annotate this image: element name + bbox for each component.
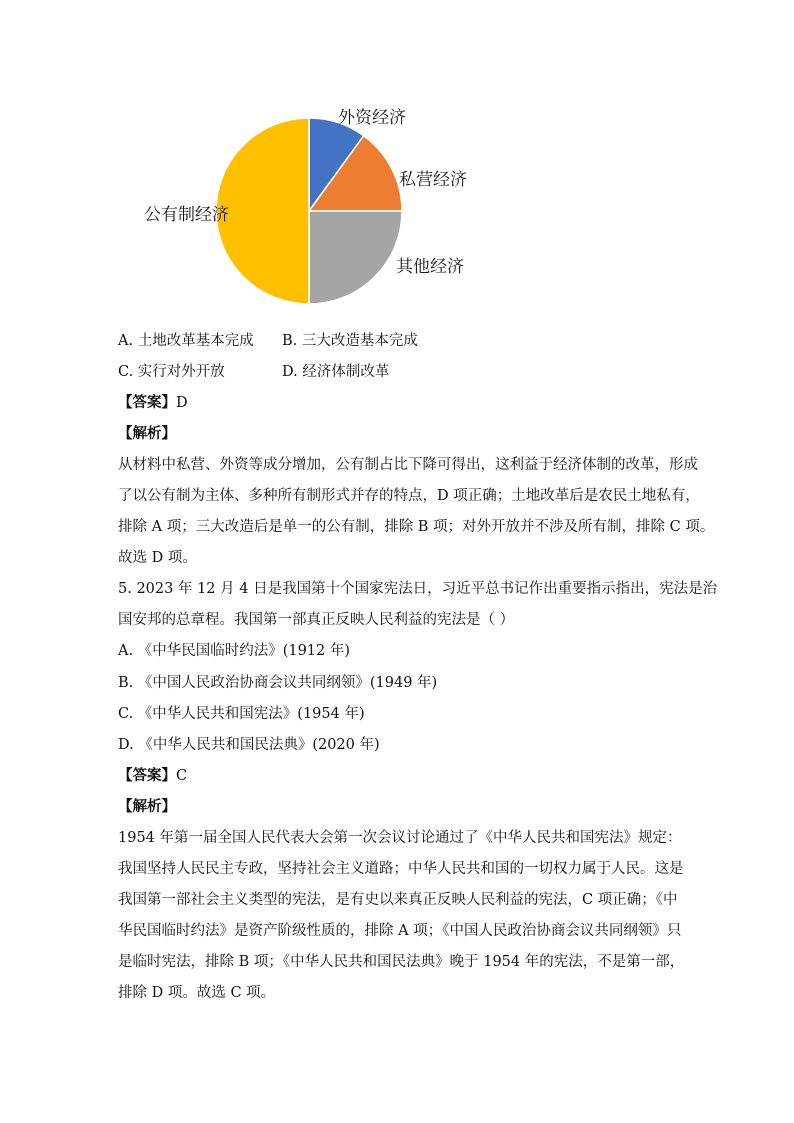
- q5-answer-value: C: [176, 768, 188, 784]
- q5-option-d[interactable]: D. 《中华人民共和国民法典》(2020 年): [118, 737, 380, 753]
- q4-options-row-1: [118, 331, 418, 351]
- q4-analysis-line: 排除 A 项；三大改造后是单一的公有制，排除 B 项；对外开放并不涉及所有制，排除 C 项。: [118, 519, 715, 535]
- slice-label-foreign: 外资经济: [338, 108, 406, 128]
- q4-analysis-line: 故选 D 项。: [118, 550, 197, 566]
- q4-answer: [118, 393, 188, 413]
- q5-analysis-line: 1954 年第一届全国人民代表大会第一次会议讨论通过了《中华人民共和国宪法》规定：: [118, 830, 682, 846]
- q5-analysis-label: 【解析】: [118, 798, 176, 815]
- q4-option-b[interactable]: B. 三大改造基本完成: [282, 333, 418, 349]
- q4-analysis-line: 了以公有制为主体、多种所有制形式并存的特点，D 项正确；土地改革后是农民土地私有，: [118, 488, 700, 504]
- slice-other: [309, 211, 402, 304]
- slice-public: [216, 118, 309, 304]
- pie-chart-svg: [0, 0, 794, 330]
- slice-label-other: 其他经济: [396, 257, 464, 277]
- q4-option-d[interactable]: D. 经济体制改革: [282, 364, 390, 380]
- q5-analysis-line: 是临时宪法，排除 B 项；《中华人民共和国民法典》晚于 1954 年的宪法，不是第一部，: [118, 954, 685, 970]
- q4-analysis-label: 【解析】: [118, 425, 176, 442]
- q5-stem-line: 国安邦的总章程。我国第一部真正反映人民利益的宪法是（ ）: [118, 612, 515, 628]
- q5-answer: [118, 766, 187, 786]
- q5-option-c[interactable]: C. 《中华人民共和国宪法》(1954 年): [118, 706, 365, 722]
- q4-answer-label: 【答案】: [118, 394, 176, 411]
- q5-answer-label: 【答案】: [118, 767, 176, 784]
- q4-option-a[interactable]: A. 土地改革基本完成: [118, 333, 254, 349]
- q5-analysis-line: 我国第一部社会主义类型的宪法，是有史以来真正反映人民利益的宪法，C 项正确；《中: [118, 892, 678, 908]
- q5-analysis-line: 我国坚持人民民主专政，坚持社会主义道路；中华人民共和国的一切权力属于人民。这是: [118, 861, 684, 877]
- slice-label-private: 私营经济: [399, 170, 467, 190]
- q5-option-b[interactable]: B. 《中国人民政治协商会议共同纲领》(1949 年): [118, 675, 438, 691]
- q5-option-a[interactable]: A. 《中华民国临时约法》(1912 年): [118, 643, 351, 659]
- q5-analysis-line: 排除 D 项。故选 C 项。: [118, 985, 276, 1001]
- q5-analysis-line: 华民国临时约法》是资产阶级性质的，排除 A 项；《中国人民政治协商会议共同纲领》只: [118, 923, 682, 939]
- q4-option-c[interactable]: C. 实行对外开放: [118, 364, 225, 380]
- q4-analysis-line: 从材料中私营、外资等成分增加，公有制占比下降可得出，这利益于经济体制的改革，形成: [118, 457, 698, 473]
- q5-stem-line: 5. 2023 年 12 月 4 日是我国第十个国家宪法日，习近平总书记作出重要指示指出，宪法是治: [118, 581, 718, 597]
- q4-answer-value: D: [176, 395, 188, 411]
- q4-options-row-2: [118, 362, 390, 382]
- slice-label-public: 公有制经济: [144, 205, 229, 225]
- pie-chart: [0, 0, 794, 330]
